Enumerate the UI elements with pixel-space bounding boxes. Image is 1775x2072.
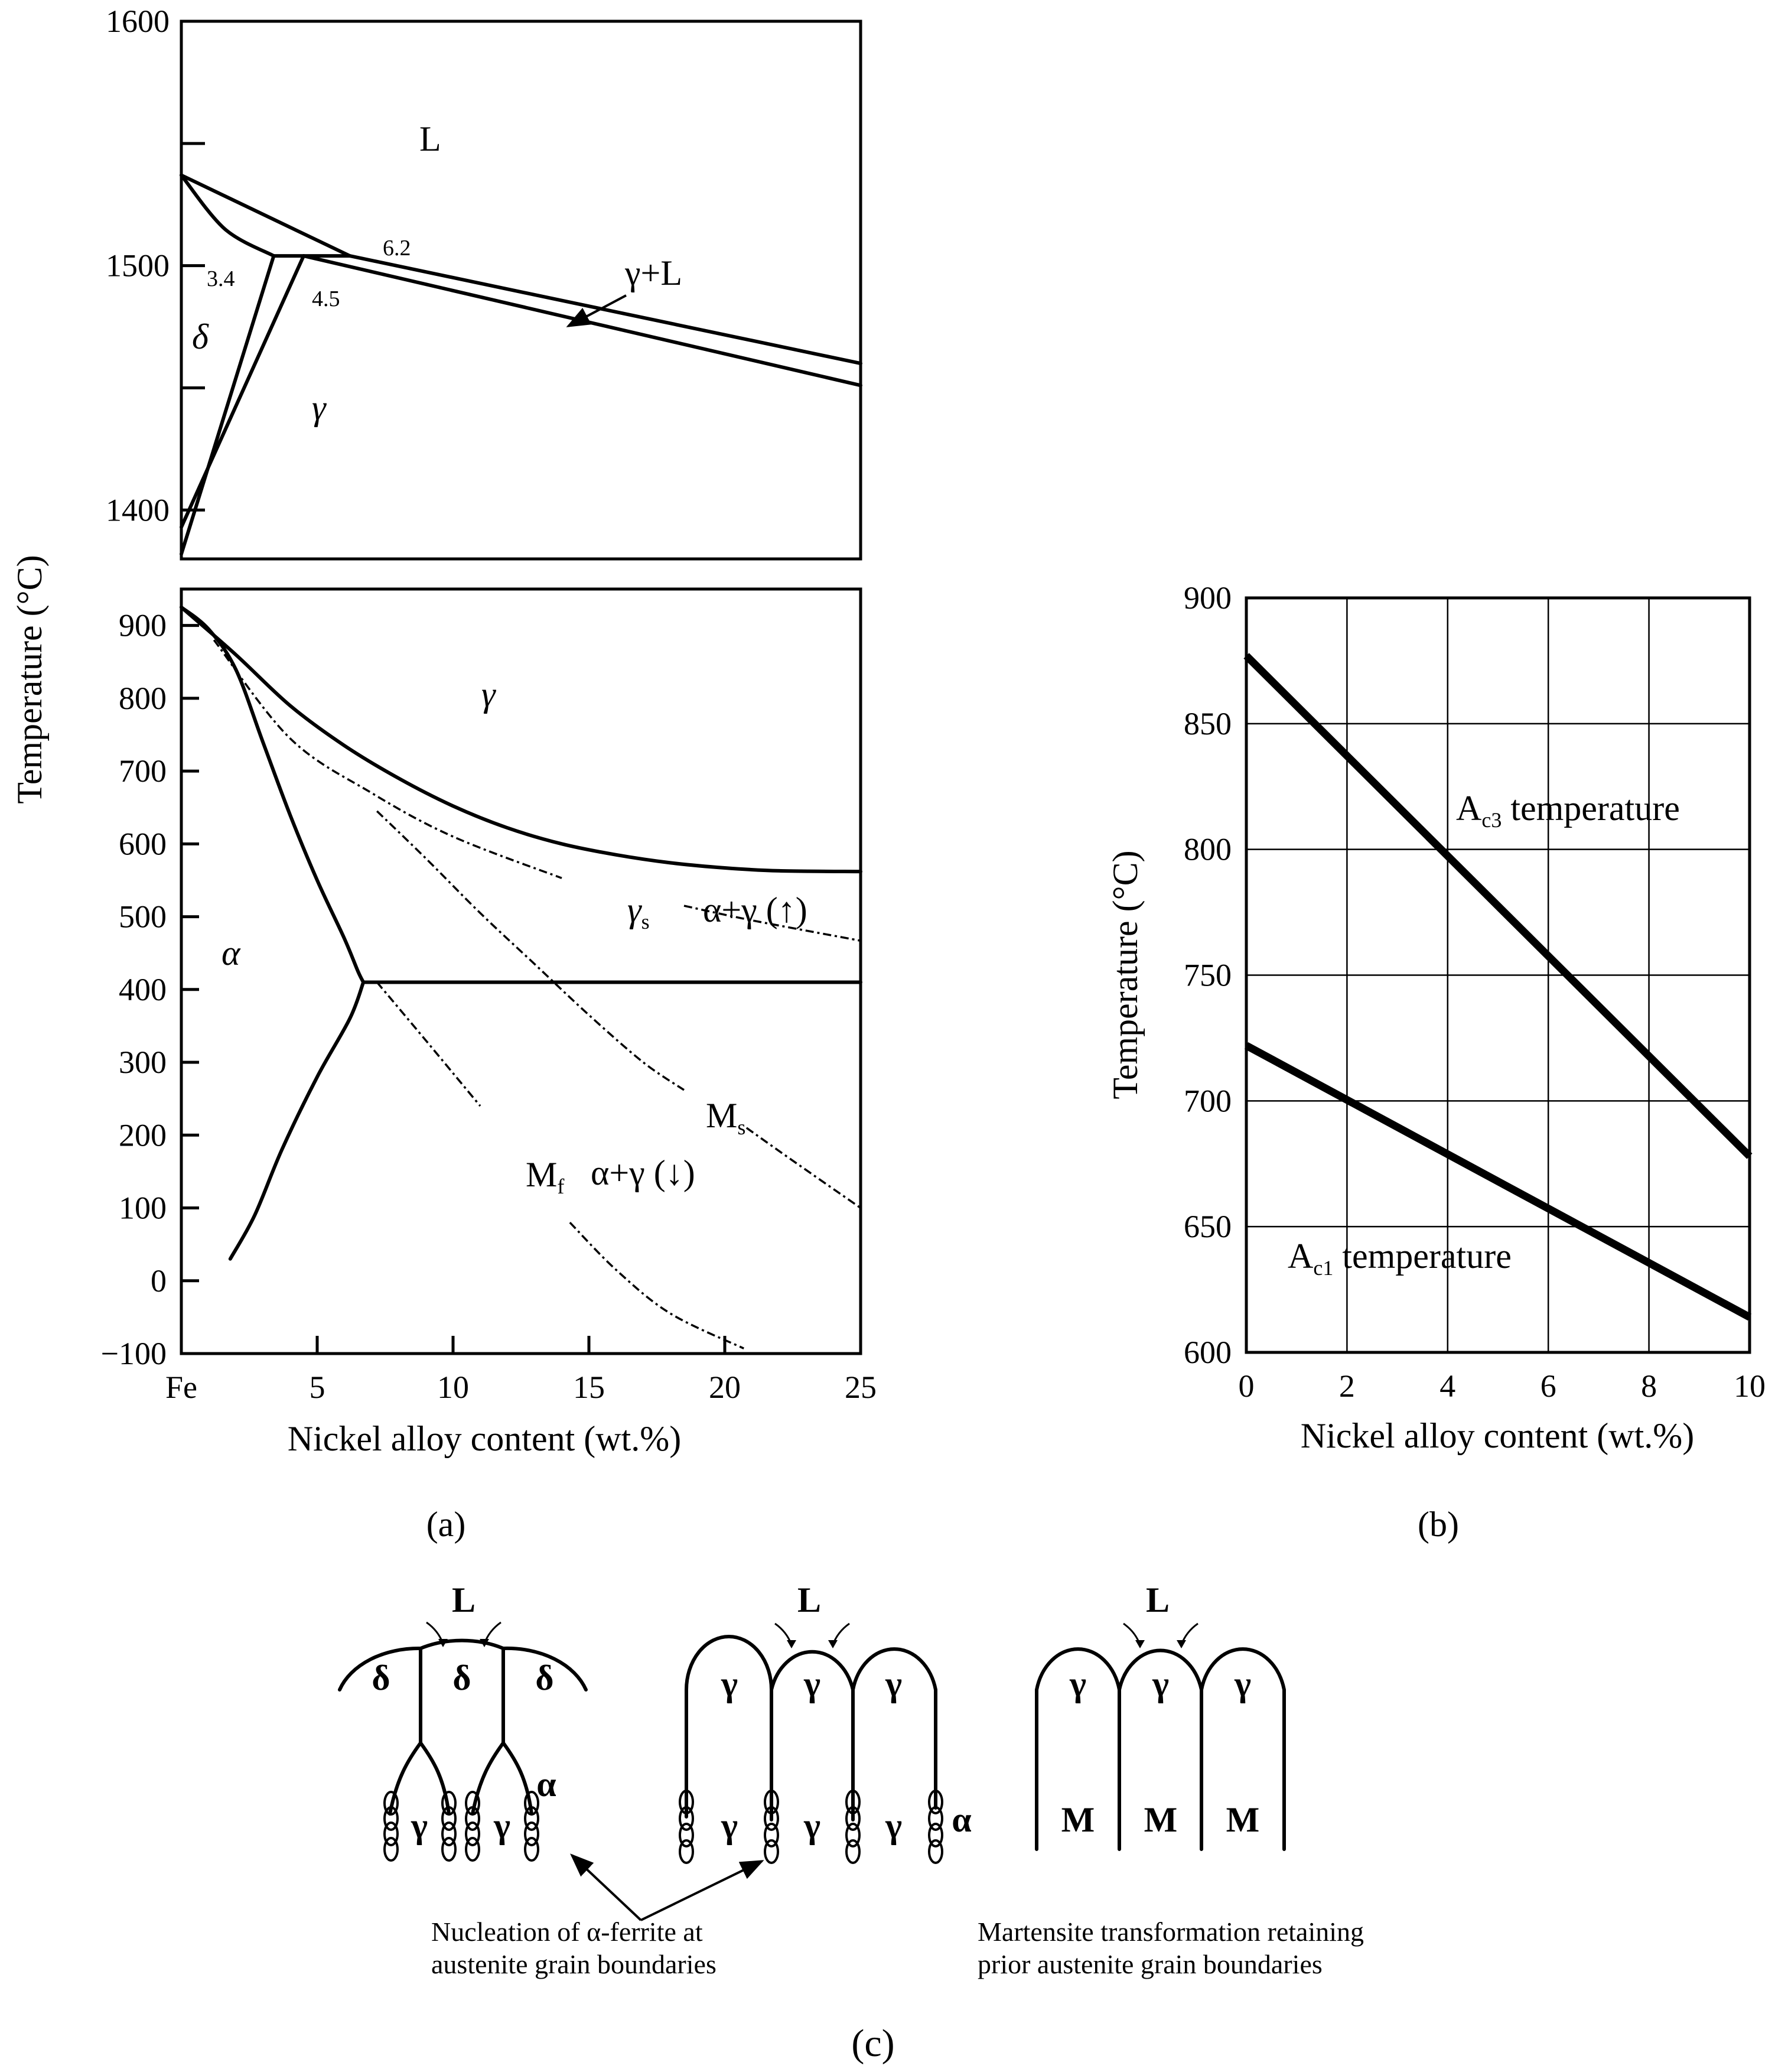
upper-y-tick-label: 1500 bbox=[106, 248, 170, 284]
series-line-ac3 bbox=[1246, 656, 1750, 1156]
caption-right-line-1: Martensite transformation retaining bbox=[978, 1917, 1364, 1947]
lower-y-tick-label: 100 bbox=[119, 1190, 167, 1226]
schematic-2-cells bbox=[686, 1637, 936, 1817]
lower-line-alpha_boundary_upper bbox=[181, 607, 363, 983]
ferrite-nucleus bbox=[765, 1840, 778, 1863]
lower-line-Mf bbox=[377, 982, 480, 1106]
schematic-1-branch-right bbox=[473, 1690, 532, 1814]
schematic-3-liquid-label: L bbox=[1145, 1580, 1170, 1619]
region-label-delta: δ bbox=[192, 317, 209, 356]
schematic-1-delta-2: δ bbox=[452, 1658, 471, 1697]
panel-b-series bbox=[1246, 656, 1750, 1318]
caption-arrow-2 bbox=[641, 1861, 762, 1920]
b-x-tick-label: 6 bbox=[1540, 1368, 1556, 1404]
upper-line-liquidus bbox=[350, 256, 861, 363]
schematic-2-boundaries bbox=[771, 1690, 853, 1820]
panel-a-lower-lines bbox=[181, 607, 861, 1349]
panel-a-upper-lines bbox=[181, 175, 861, 554]
panel-a-lower-frame bbox=[181, 589, 861, 1354]
series-label-ac1: $A_{c1}$ temperature bbox=[1288, 1237, 1512, 1280]
lower-y-tick-label: 200 bbox=[119, 1117, 167, 1153]
b-y-tick-label: 900 bbox=[1184, 580, 1232, 616]
panel-a-x-ticks bbox=[165, 1336, 877, 1405]
panel-a bbox=[10, 4, 877, 1544]
panel-a-y-axis-label: Temperature (°C) bbox=[10, 555, 49, 804]
region-label-alpha: α bbox=[222, 933, 240, 972]
caption-left-line-2: austenite grain boundaries bbox=[431, 1949, 716, 1979]
lower-line-alpha_boundary_lower bbox=[230, 982, 363, 1258]
x-tick-label: 15 bbox=[573, 1370, 605, 1405]
x-tick-label: 25 bbox=[845, 1370, 877, 1405]
panel-a-upper-frame bbox=[181, 21, 861, 559]
schematic-1-gamma-1: γ bbox=[411, 1806, 428, 1845]
b-x-tick-label: 10 bbox=[1734, 1368, 1766, 1404]
schematic-1-ferrite-nuclei bbox=[385, 1792, 538, 1860]
growth-arrow-head bbox=[1135, 1640, 1145, 1648]
schematic-3-martensite-2: M bbox=[1144, 1800, 1178, 1839]
schematic-1-gamma-2: γ bbox=[493, 1806, 511, 1845]
region-label-L: L bbox=[419, 119, 441, 158]
lower-line-Ms_tail bbox=[747, 1128, 861, 1208]
growth-arrow-head bbox=[1177, 1640, 1186, 1648]
lower-line-gamma_s bbox=[214, 640, 562, 878]
lower-y-tick-label: 600 bbox=[119, 826, 167, 862]
schematic-3-gamma-1: γ bbox=[1069, 1664, 1087, 1703]
upper-y-tick-label: 1600 bbox=[106, 4, 170, 39]
panel-b-y-ticks bbox=[1184, 580, 1232, 1370]
schematic-3-gamma-3: γ bbox=[1234, 1664, 1252, 1703]
lower-y-tick-label: 300 bbox=[119, 1045, 167, 1081]
schematic-delta-solidification bbox=[340, 1580, 586, 1860]
caption-arrow-1 bbox=[572, 1855, 641, 1920]
upper-y-tick-label: 1400 bbox=[106, 492, 170, 528]
lower-y-tick-label: 400 bbox=[119, 971, 167, 1007]
lower-y-tick-label: 800 bbox=[119, 680, 167, 716]
region-label-gamma-liquid: γ+L bbox=[625, 253, 683, 292]
b-y-tick-label: 750 bbox=[1184, 957, 1232, 993]
panel-c-label: (c) bbox=[851, 2022, 895, 2065]
upper-line-delta_gamma_a bbox=[181, 256, 273, 554]
lower-y-tick-label: 900 bbox=[119, 607, 167, 643]
panel-a-lower-y-ticks bbox=[101, 608, 199, 1371]
b-y-tick-label: 600 bbox=[1184, 1335, 1232, 1370]
x-tick-label: 20 bbox=[709, 1370, 741, 1405]
panel-a-x-axis-label: Nickel alloy content (wt.%) bbox=[287, 1419, 682, 1458]
region-label-gamma-upper: γ bbox=[312, 388, 326, 427]
b-y-tick-label: 700 bbox=[1184, 1083, 1232, 1119]
b-y-tick-label: 850 bbox=[1184, 705, 1232, 741]
schematic-2-liquid-label: L bbox=[797, 1580, 822, 1619]
schematic-2-gamma-2: γ bbox=[803, 1806, 821, 1845]
x-tick-label: 10 bbox=[437, 1370, 469, 1405]
panel-b-x-axis-label: Nickel alloy content (wt.%) bbox=[1300, 1416, 1695, 1455]
growth-arrow-head bbox=[828, 1640, 838, 1648]
ferrite-nucleus bbox=[466, 1838, 479, 1860]
lower-y-tick-label: 0 bbox=[151, 1263, 167, 1299]
panel-b bbox=[1106, 580, 1766, 1544]
ferrite-nucleus bbox=[846, 1840, 859, 1863]
ferrite-nucleus bbox=[385, 1838, 398, 1860]
lower-y-tick-label: 700 bbox=[119, 753, 167, 789]
ferrite-nucleus bbox=[525, 1838, 538, 1860]
schematic-2-gamma-1: γ bbox=[721, 1806, 738, 1845]
panel-a-upper-y-ticks bbox=[106, 4, 205, 528]
caption-left-line-1: Nucleation of α-ferrite at bbox=[431, 1917, 703, 1947]
schematic-1-delta-1: δ bbox=[372, 1658, 390, 1697]
point-label-4-5: 4.5 bbox=[312, 287, 340, 311]
b-x-tick-label: 4 bbox=[1439, 1368, 1456, 1404]
schematic-1-alpha: α bbox=[536, 1765, 556, 1804]
schematic-2-gamma-top-3: γ bbox=[885, 1664, 903, 1703]
growth-arrow-head bbox=[787, 1640, 796, 1648]
b-y-tick-label: 800 bbox=[1184, 831, 1232, 867]
ferrite-nucleus bbox=[929, 1840, 942, 1863]
panel-a-label: (a) bbox=[426, 1505, 466, 1544]
region-label-alpha-gamma-up: α+γ (↑) bbox=[703, 890, 807, 929]
b-y-tick-label: 650 bbox=[1184, 1209, 1232, 1245]
upper-line-liquidus_delta bbox=[181, 175, 350, 256]
schematic-2-gamma-3: γ bbox=[885, 1806, 903, 1845]
ferrite-nucleus bbox=[680, 1840, 693, 1863]
label-Ms: $M_s$ bbox=[706, 1096, 746, 1139]
panel-c bbox=[340, 1580, 1364, 2065]
region-label-alpha-gamma-down: α+γ (↓) bbox=[591, 1153, 695, 1192]
caption-right-line-2: prior austenite grain boundaries bbox=[978, 1949, 1323, 1979]
x-tick-label: Fe bbox=[165, 1370, 197, 1405]
schematic-3-martensite-3: M bbox=[1226, 1800, 1260, 1839]
schematic-1-branch-left bbox=[390, 1690, 449, 1814]
point-label-6-2: 6.2 bbox=[383, 236, 411, 261]
label-Mf: $M_f$ bbox=[526, 1155, 565, 1198]
schematic-growth-arrows bbox=[426, 1622, 1198, 1648]
schematic-2-gamma-top-2: γ bbox=[803, 1664, 821, 1703]
panel-b-y-axis-label: Temperature (°C) bbox=[1106, 850, 1145, 1100]
schematic-gamma-solidification bbox=[680, 1580, 972, 1863]
point-label-3-4: 3.4 bbox=[207, 266, 235, 291]
schematic-3-gamma-2: γ bbox=[1152, 1664, 1170, 1703]
schematic-3-martensite-1: M bbox=[1061, 1800, 1095, 1839]
schematic-martensite bbox=[1037, 1580, 1284, 1849]
lower-line-Mf_tail bbox=[570, 1222, 744, 1348]
upper-line-delta_gamma_b bbox=[181, 256, 304, 527]
x-tick-label: 5 bbox=[309, 1370, 325, 1405]
series-label-ac3: $A_{c3}$ temperature bbox=[1456, 789, 1680, 832]
panel-b-label: (b) bbox=[1418, 1505, 1459, 1544]
lower-line-Ms bbox=[377, 811, 684, 1090]
label-gamma-s: $\gamma_s$ bbox=[627, 890, 650, 933]
b-x-tick-label: 0 bbox=[1238, 1368, 1255, 1404]
schematic-2-gamma-top-1: γ bbox=[721, 1664, 738, 1703]
region-label-gamma-lower: γ bbox=[481, 675, 496, 714]
lower-line-gamma_boundary bbox=[181, 607, 861, 871]
schematic-1-liquid-label: L bbox=[451, 1580, 476, 1619]
schematic-2-alpha: α bbox=[952, 1800, 972, 1839]
ferrite-nucleus bbox=[442, 1838, 455, 1860]
lower-y-tick-label: 500 bbox=[119, 899, 167, 935]
upper-line-solidus_delta bbox=[181, 175, 273, 256]
b-x-tick-label: 2 bbox=[1338, 1368, 1355, 1404]
lower-y-tick-label: −100 bbox=[100, 1336, 167, 1371]
panel-b-x-ticks bbox=[1239, 1368, 1766, 1404]
schematic-1-delta-3: δ bbox=[535, 1658, 554, 1697]
upper-line-solidus bbox=[304, 256, 861, 385]
b-x-tick-label: 8 bbox=[1641, 1368, 1657, 1404]
